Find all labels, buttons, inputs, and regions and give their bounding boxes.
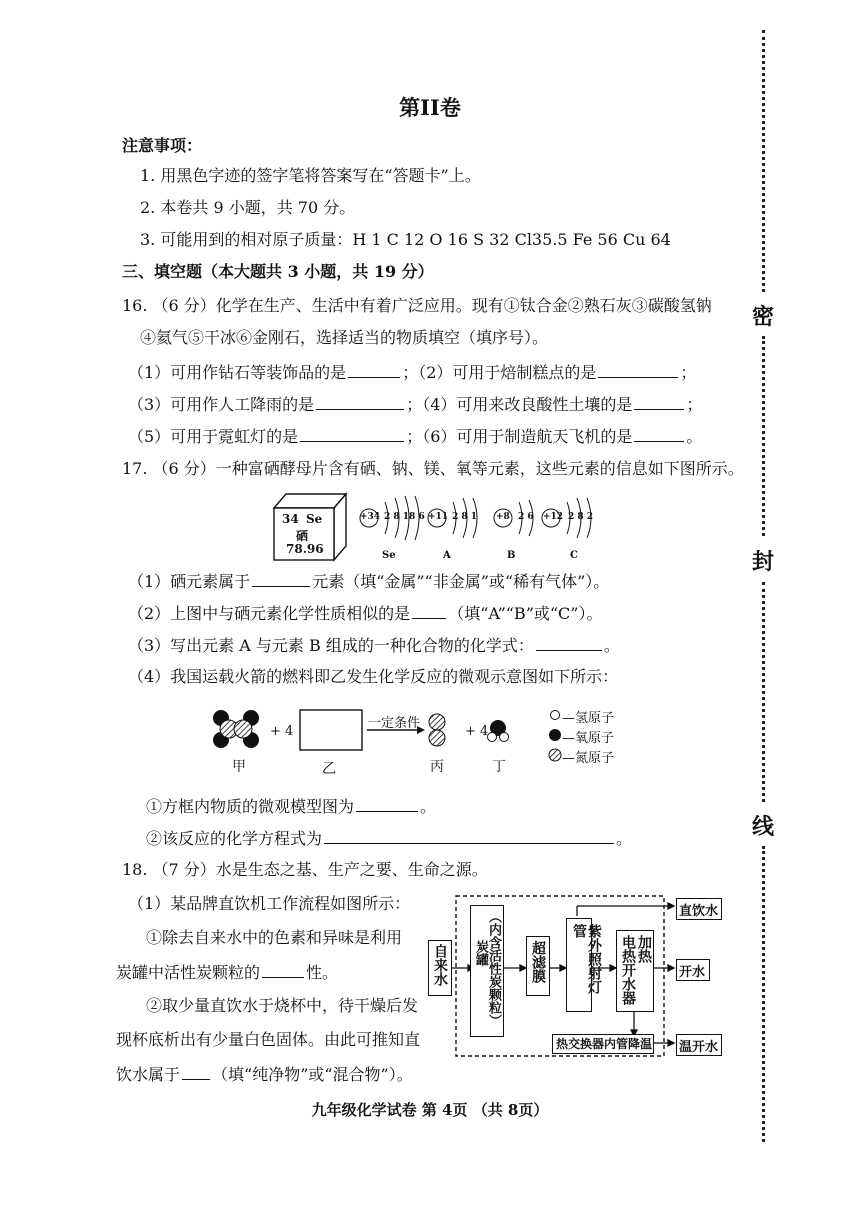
uv-lamp-box	[566, 918, 602, 1012]
heater-box	[616, 930, 654, 1012]
q17-stem: 17. （6 分）一种富硒酵母片含有硒、钠、镁、氧等元素，这些元素的信息如下图所示。	[122, 459, 744, 478]
page-footer: 九年级化学试卷 第 4页 （共 8页）	[311, 1101, 549, 1119]
q17-sub-5: ①方框内物质的微观模型图为 。	[146, 797, 437, 816]
answer-blank[interactable]	[262, 961, 304, 978]
q16-item-6: ；（6）可用于制造航天飞机的是	[406, 427, 633, 446]
shells-c: 2 8 2	[568, 512, 594, 522]
section-heading: 三、填空题（本大题共 3 小题，共 19 分）	[122, 262, 434, 281]
binding-dotted-line	[762, 846, 765, 1142]
shells-b: 2 6	[518, 512, 534, 522]
answer-blank[interactable]	[348, 361, 400, 378]
q16-item-2: ；（2）可用于焙制糕点的是	[402, 363, 597, 382]
q16-row-2: （3）可用作人工降雨的是 ；（4）可用来改良酸性土壤的是 ；	[128, 395, 703, 414]
q16-item-5: （5）可用于霓虹灯的是	[128, 427, 299, 446]
label-a: A	[443, 550, 451, 561]
tap-water-box	[428, 940, 452, 996]
output-direct-box	[676, 898, 722, 920]
q18-line-3: ①除去自来水中的色素和异味是利用	[146, 928, 403, 947]
label-se: Se	[382, 550, 396, 561]
answer-blank[interactable]	[634, 393, 684, 410]
binding-char-1: 密	[752, 304, 775, 330]
binding-dotted-line	[762, 30, 765, 292]
uv-lamp-label: 紫外照射灯管	[571, 924, 602, 994]
q16-item-3: （3）可用作人工降雨的是	[128, 395, 315, 414]
label-bing: 丙	[430, 759, 444, 775]
element-symbol: Se	[306, 512, 323, 526]
tap-water-label: 自来水	[432, 944, 448, 986]
heat-exchanger-label: 热交换器内管降温	[556, 1037, 653, 1051]
coefficient-2: + 4	[465, 724, 489, 739]
output-warm-box	[676, 1034, 722, 1056]
answer-blank[interactable]	[316, 393, 404, 410]
atomic-number: 34	[282, 512, 299, 526]
ultrafilter-box	[526, 936, 550, 996]
nucleus-a: +11	[428, 512, 449, 522]
atomic-mass: 78.96	[286, 542, 324, 556]
notes-heading: 注意事项：	[122, 136, 203, 155]
ultrafilter-label: 超滤膜	[530, 941, 546, 983]
q18-line-6: 现杯底析出有少量白色固体。由此可推知直	[116, 1030, 421, 1049]
binding-dotted-line	[762, 582, 765, 802]
q16-row-1: （1）可用作钻石等装饰品的是 ；（2）可用于焙制糕点的是 ；	[128, 363, 697, 382]
note-3: 3. 可能用到的相对原子质量：H 1 C 12 O 16 S 32 Cl35.5 Fe 56 Cu 64	[140, 230, 671, 249]
coefficient-1: + 4	[270, 724, 294, 739]
output-boiling-box	[676, 959, 710, 981]
reaction-condition: 一定条件	[368, 716, 421, 731]
q18-sub-1: （1）某品牌直饮机工作流程如图所示：	[128, 894, 411, 913]
answer-blank[interactable]	[324, 827, 614, 844]
heat-exchanger-box	[552, 1034, 654, 1054]
binding-char-3: 线	[752, 814, 775, 840]
answer-blank[interactable]	[412, 602, 446, 619]
heater-label: 电热开水器	[620, 935, 636, 1005]
q17-sub-2: （2）上图中与硒元素化学性质相似的是 （填“A”“B”或“C”）。	[128, 604, 603, 623]
carbon-note: （内含活性炭颗粒）	[486, 910, 501, 1027]
output-warm-label: 温开水	[679, 1040, 719, 1055]
q16-stem-2: ④氦气⑤干冰⑥金刚石，选择适当的物质填空（填序号）。	[140, 328, 549, 347]
label-b: B	[507, 550, 516, 561]
note-1: 1. 用黑色字迹的签字笔将答案写在“答题卡”上。	[140, 166, 481, 185]
binding-char-2: 封	[752, 549, 775, 575]
q18-line-5: ②取少量直饮水于烧杯中，待干燥后发	[146, 996, 419, 1015]
label-ding: 丁	[492, 759, 506, 775]
output-boiling-label: 开水	[679, 965, 706, 980]
answer-blank[interactable]	[182, 1063, 210, 1080]
answer-blank[interactable]	[252, 570, 310, 587]
nucleus-b: +8	[496, 512, 510, 522]
q17-sub-3: （3）写出元素 A 与元素 B 组成的一种化合物的化学式： 。	[128, 636, 620, 655]
nucleus-c: +12	[543, 512, 564, 522]
answer-blank[interactable]	[356, 795, 418, 812]
q17-sub-4: （4）我国运载火箭的燃料即乙发生化学反应的微观示意图如下所示：	[128, 667, 619, 686]
carbon-canister-box	[470, 905, 504, 1037]
label-c: C	[570, 550, 578, 561]
label-jia: 甲	[232, 759, 246, 775]
q16-item-1: （1）可用作钻石等装饰品的是	[128, 363, 347, 382]
carbon-canister-label: 炭罐	[473, 940, 488, 966]
q18-line-7: 饮水属于 （填“纯净物”或“混合物”）。	[116, 1065, 413, 1084]
heating-label: 加热	[636, 935, 652, 963]
q16-row-3: （5）可用于霓虹灯的是 ；（6）可用于制造航天飞机的是 。	[128, 427, 703, 446]
answer-blank[interactable]	[598, 361, 678, 378]
paper-title: 第II卷	[399, 95, 461, 120]
binding-dotted-line	[762, 336, 765, 536]
output-direct-label: 直饮水	[679, 904, 719, 919]
nucleus-se: +34	[360, 512, 381, 522]
shells-se: 2 8 18 6	[384, 512, 425, 522]
note-2: 2. 本卷共 9 小题，共 70 分。	[140, 198, 356, 217]
q18-line-4: 炭罐中活性炭颗粒的 性。	[116, 963, 339, 982]
element-name: 硒	[296, 529, 309, 543]
q17-sub-6: ②该反应的化学方程式为 。	[146, 829, 633, 848]
shells-a: 2 8 1	[452, 512, 478, 522]
q17-sub-1: （1）硒元素属于 元素（填“金属”“非金属”或“稀有气体”）。	[128, 572, 610, 591]
legend-nitrogen: —氮原子	[562, 751, 615, 766]
answer-blank[interactable]	[300, 425, 404, 442]
legend-oxygen: —氧原子	[562, 731, 615, 746]
label-yi: 乙	[322, 761, 336, 777]
q16-item-4: ；（4）可用来改良酸性土壤的是	[406, 395, 633, 414]
q18-stem: 18. （7 分）水是生态之基、生产之要、生命之源。	[122, 860, 488, 879]
answer-blank[interactable]	[634, 425, 684, 442]
q16-stem-1: 16. （6 分）化学在生产、生活中有着广泛应用。现有①钛合金②熟石灰③碳酸氢钠	[122, 296, 712, 315]
legend-hydrogen: —氢原子	[562, 711, 615, 726]
answer-blank[interactable]	[536, 634, 602, 651]
